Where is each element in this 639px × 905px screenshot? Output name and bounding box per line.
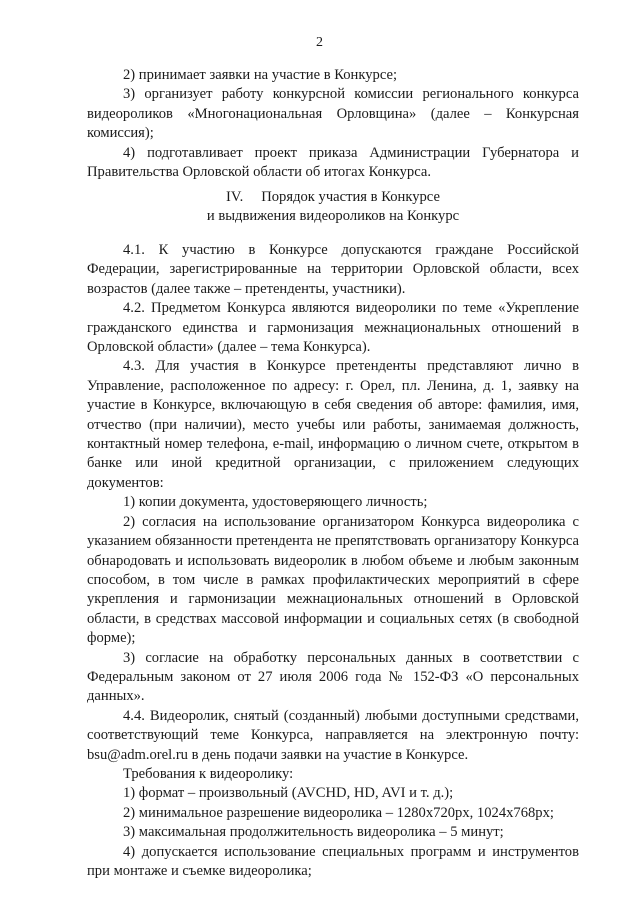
list-item: 2) минимальное разрешение видеоролика – 1280x720px, 1024x768px;: [123, 804, 554, 821]
list-item: 1) формат – произвольный (AVCHD, HD, AVI и т. д.);: [123, 785, 454, 802]
list-item: 4) допускается использование специальных программ и инструментов при монтаже и съемке видеоролика;: [87, 843, 579, 879]
section-numeral: IV.: [226, 189, 244, 205]
list-item: 4) подготавливает проект приказа Администрации Губернатора и Правительства Орловской области об итогах Конкурса.: [87, 144, 579, 181]
page-number: 2: [316, 35, 323, 50]
body-text: [87, 241, 579, 881]
list-item: 3) максимальная продолжительность видеоролика – 5 минут;: [123, 824, 504, 841]
list-item: 2) согласия на использование организатором Конкурса видеоролика с указанием обязанности претендента не препятствовать организатору Конкурса обнародовать и использовать видеоролик в любом объеме и любым законным способом, в том числе в рамках профилактических мероприятий в сфере укрепления и гармонизации межнациональных отношений в Орловской области, в средствах массовой информации и социальных сетях (в свободной форме);: [87, 513, 579, 647]
section-title-line1: IV. Порядок участия в Конкурсе: [226, 189, 440, 205]
requirements-heading: Требования к видеоролику:: [123, 765, 294, 782]
list-top: [87, 66, 579, 182]
list-item: 3) согласие на обработку персональных данных в соответствии с Федеральным законом от 27 июля 2006 года № 152-ФЗ «О персональных данных».: [87, 649, 579, 705]
list-item: 2) принимает заявки на участие в Конкурсе;: [123, 67, 398, 83]
list-item: 1) копии документа, удостоверяющего личность;: [123, 494, 428, 511]
section-title-line2: и выдвижения видеороликов на Конкурс: [206, 208, 460, 225]
paragraph-4-4: 4.4. Видеоролик, снятый (созданный) любыми доступными средствами, соответствующий теме Конкурса, направляется на электронную почту: bsu@adm.orel.ru в день подачи заявки на участие в Конкурсе.: [87, 707, 579, 763]
paragraph-4-1: 4.1. К участию в Конкурсе допускаются граждане Российской Федерации, зарегистрированные на территории Орловской области, всех возрастов (далее также – претенденты, участники).: [87, 242, 579, 297]
section-heading: [87, 188, 579, 227]
paragraph-4-3: 4.3. Для участия в Конкурсе претенденты представляют лично в Управление, расположенное по адресу: г. Орел, пл. Ленина, д. 1, заявку на участие в Конкурсе, включающую в себя сведения об авторе: фамилия, имя, отчество (при наличии), место учебы или работы, занимаемая должность, контактный номер телефона, e-mail, информацию о личном счете, открытом в банке или иной кредитной организации, с приложением следующих документов:: [87, 358, 579, 491]
paragraph-4-2: 4.2. Предметом Конкурса являются видеоролики по теме «Укрепление гражданского единства и гармонизация межнациональных отношений в Орловской области» (далее – тема Конкурса).: [87, 300, 579, 356]
list-item: 3) организует работу конкурсной комиссии регионального конкурса видеороликов «Многонациональная Орловщина» (далее – Конкурсная комиссия);: [87, 86, 579, 142]
